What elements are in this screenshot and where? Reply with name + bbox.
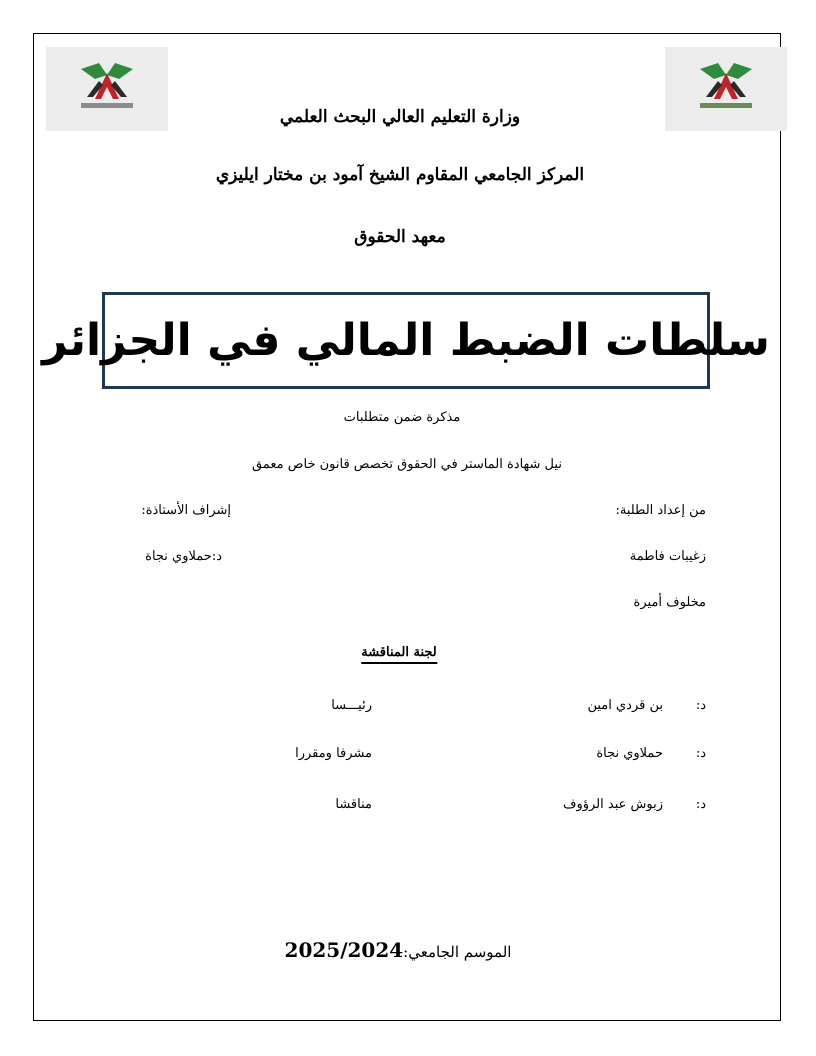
university-logo-icon: [696, 61, 756, 115]
committee-member-role: مشرفا ومقررا: [295, 746, 372, 761]
thesis-title: سلطات الضبط المالي في الجزائر: [42, 315, 770, 366]
committee-title-text: لجنة المناقشة: [361, 645, 437, 664]
committee-member-name: زبوش عبد الرؤوف: [562, 797, 663, 812]
committee-prefix: د:: [695, 698, 706, 713]
university-name: المركز الجامعي المقاوم الشيخ آمود بن مختار ايليزي: [215, 165, 585, 185]
supervision-label: إشراف الأستاذة:: [141, 503, 231, 518]
committee-member-role: مناقشا: [335, 797, 372, 812]
university-logo-icon: [77, 61, 137, 115]
committee-member-role: رئيـــسا: [331, 698, 372, 713]
degree-line: نيل شهادة الماستر في الحقوق تخصص قانون خاص معمق: [252, 457, 562, 472]
ministry-name: وزارة التعليم العالي البحث العلمي: [279, 107, 521, 127]
academic-year-label: الموسم الجامعي:: [403, 943, 512, 961]
academic-year: [285, 938, 512, 962]
committee-member-name: حملاوي نجاة: [596, 746, 663, 761]
student-name: زغيبات فاطمة: [629, 549, 706, 564]
title-box: [42, 292, 770, 389]
student-name: مخلوف أميرة: [633, 595, 706, 610]
memo-line: مذكرة ضمن متطلبات: [343, 410, 461, 425]
committee-member-name: بن قردي امين: [587, 698, 663, 713]
committee-title: [361, 641, 437, 660]
prepared-by-label: من إعداد الطلبة:: [615, 503, 706, 518]
committee-prefix: د:: [695, 746, 706, 761]
university-logo-right: [665, 47, 787, 131]
university-logo-left: [46, 47, 168, 131]
institute-name: معهد الحقوق: [354, 227, 446, 247]
supervisor-name: د:حملاوي نجاة: [145, 549, 222, 564]
academic-year-value: 2025/2024: [284, 938, 404, 962]
committee-prefix: د:: [695, 797, 706, 812]
